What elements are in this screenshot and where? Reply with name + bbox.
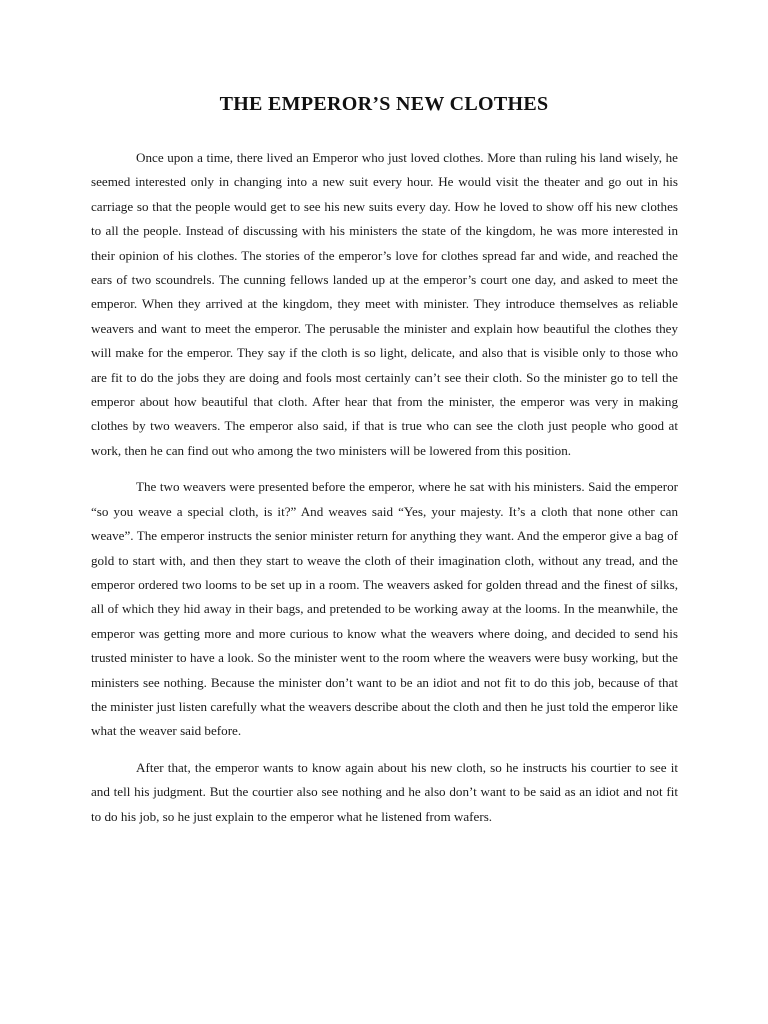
- document-body: [91, 146, 678, 841]
- page-title: THE EMPEROR’S NEW CLOTHES: [219, 93, 549, 115]
- paragraph-3: After that, the emperor wants to know again about his new cloth, so he instructs his courtier to see it and tell his judgment. But the courtier also see nothing and he also don’t want to be said as an idiot and not fit to do his job, so he just explain to the emperor what he listened from wafers.: [91, 759, 678, 824]
- paragraph-2: The two weavers were presented before the emperor, where he sat with his ministers. Said the emperor “so you weave a special cloth, is it?” And weaves said “Yes, your majesty. It’s a cloth that none other can weave”. The emperor instructs the senior minister return for anything they want. And the emperor give a bag of gold to start with, and then they start to weave the cloth of their imagination cloth, without any tread, and the emperor ordered two looms to be set up in a room. The weavers asked for golden thread and the finest of silks, all of which they hid away in their bags, and pretended to be working away at the looms. In the meanwhile, the emperor was getting more and more curious to know what the weavers where doing, and decided to send his trusted minister to have a look. So the minister went to the room where the weavers were busy working, but the ministers see nothing. Because the minister don’t want to be an idiot and not fit to do this job, because of that the minister just listen carefully what the weavers describe about the cloth and then he just told the emperor like what the weaver said before.: [91, 479, 678, 739]
- paragraph-1: Once upon a time, there lived an Emperor who just loved clothes. More than ruling his land wisely, he seemed interested only in changing into a new suit every hour. He would visit the theater and go out in his carriage so that the people would get to see his new suits every day. How he loved to show off his new clothes to all the people. Instead of discussing with his ministers the state of the kingdom, he was more interested in their opinion of his clothes. The stories of the emperor’s love for clothes spread far and wide, and reached the ears of two scoundrels. The cunning fellows landed up at the emperor’s court one day, and asked to meet the emperor. When they arrived at the kingdom, they meet with minister. They introduce themselves as reliable weavers and want to meet the emperor. The perusable the minister and explain how beautiful the clothes they will make for the emperor. They say if the cloth is so light, delicate, and also that is visible only to those who are fit to do the jobs they are doing and fools most certainly can’t see their cloth. So the minister go to tell the emperor about how beautiful that cloth. After hear that from the minister, the emperor was very in making clothes by two weavers. The emperor also said, if that is true who can see the cloth just people who good at work, then he can find out who among the two ministers will be lowered from this position.: [91, 150, 678, 458]
